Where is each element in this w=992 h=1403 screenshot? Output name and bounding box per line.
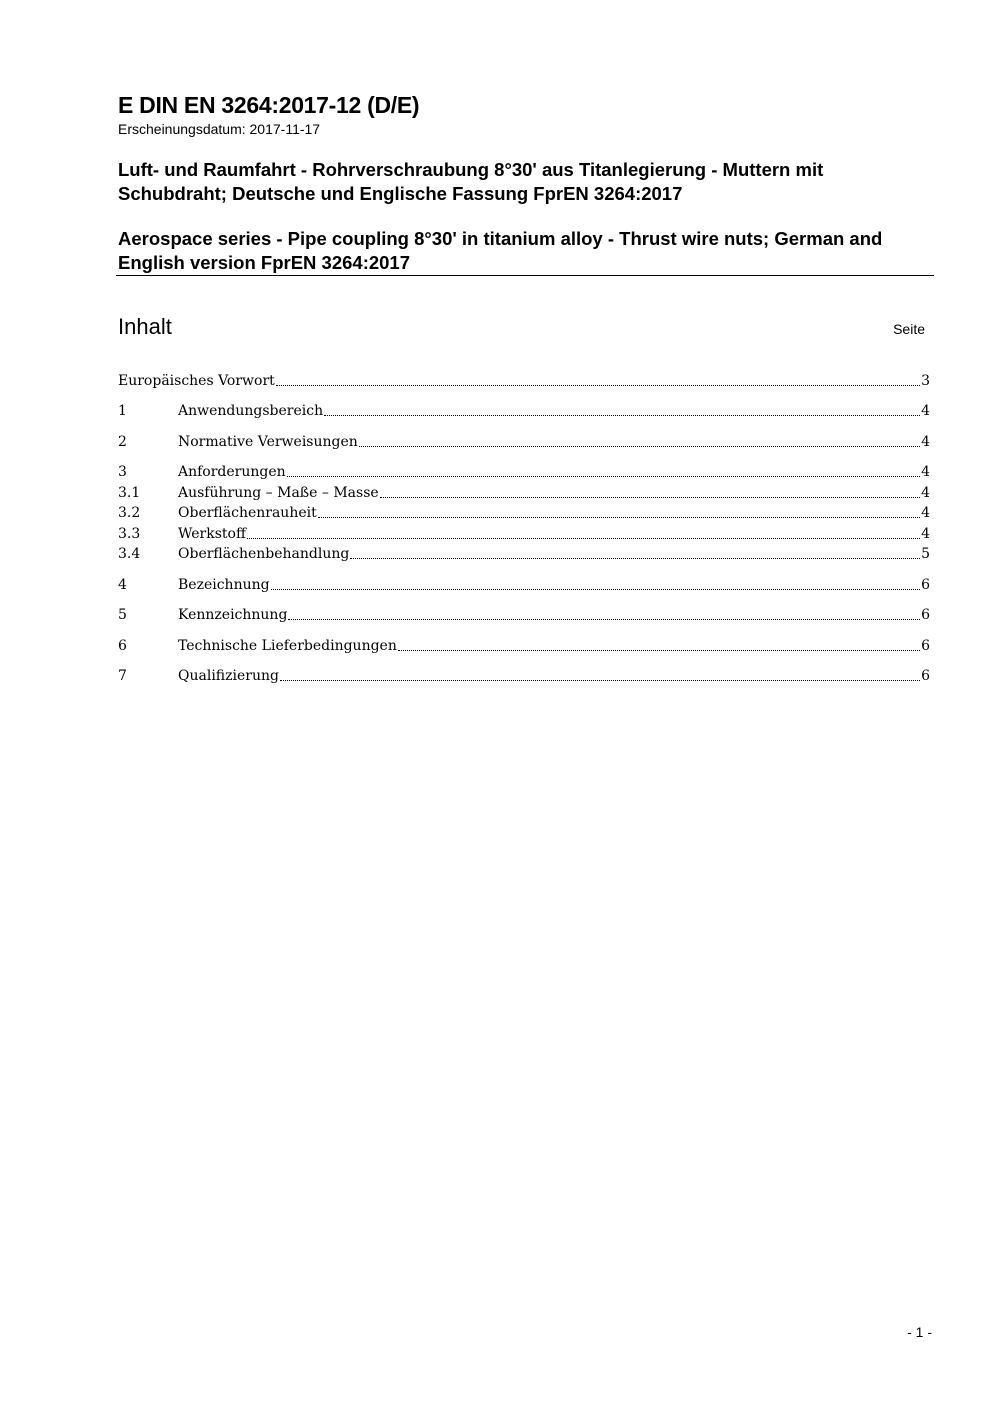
toc-entry-page: 4 xyxy=(921,485,930,501)
toc-dot-leader xyxy=(288,618,920,620)
toc-entry-number: 6 xyxy=(118,638,127,654)
toc-dot-leader xyxy=(318,516,920,518)
toc-entry-6[interactable] xyxy=(118,636,930,656)
toc-entry-number: 7 xyxy=(118,668,127,684)
toc-dot-leader xyxy=(276,384,920,386)
title-german: Luft- und Raumfahrt - Rohrverschraubung 8°30' aus Titanlegierung - Muttern mit Schubdraht; Deutsche und Englische Fassung FprEN 3264:2017 xyxy=(118,159,824,204)
toc-entry-number: 3 xyxy=(118,464,127,480)
toc-dot-leader xyxy=(398,649,920,651)
toc-entry-title: Europäisches Vorwort xyxy=(118,373,275,389)
toc-entry-3-3[interactable] xyxy=(118,524,930,544)
toc-entry-5[interactable] xyxy=(118,605,930,625)
toc-entry-page: 4 xyxy=(921,526,930,542)
toc-entry-number: 4 xyxy=(118,577,127,593)
toc-entry-number: 5 xyxy=(118,607,127,623)
toc-entry-title: Oberflächenbehandlung xyxy=(178,546,350,562)
toc-entry-1[interactable] xyxy=(118,401,930,421)
toc-entry-page: 4 xyxy=(921,464,930,480)
publication-date: Erscheinungsdatum: 2017-11-17 xyxy=(118,121,321,137)
toc-entry-title: Technische Lieferbedingungen xyxy=(178,638,397,654)
toc-entry-title: Anwendungsbereich xyxy=(178,403,324,419)
toc-entry-title: Bezeichnung xyxy=(178,577,270,593)
toc-entry-3-1[interactable] xyxy=(118,483,930,503)
toc-dot-leader xyxy=(247,537,920,539)
toc-entry-title: Anforderungen xyxy=(178,464,286,480)
toc-dot-leader xyxy=(380,496,920,498)
toc-entry-page: 4 xyxy=(921,505,930,521)
toc-entry-title: Ausführung – Maße – Masse xyxy=(178,485,379,501)
toc-entry-page: 4 xyxy=(921,403,930,419)
toc-dot-leader xyxy=(271,588,920,590)
toc-entry-number: 3.4 xyxy=(118,546,141,562)
toc-entry-title: Werkstoff xyxy=(178,526,246,542)
toc-entry-number: 3.2 xyxy=(118,505,141,521)
toc-entry-3[interactable] xyxy=(118,462,930,482)
toc-dot-leader xyxy=(359,445,920,447)
toc-entry-page: 4 xyxy=(921,434,930,450)
table-of-contents xyxy=(118,0,930,1403)
toc-dot-leader xyxy=(280,679,920,681)
toc-entry-title: Normative Verweisungen xyxy=(178,434,358,450)
toc-entry-page: 6 xyxy=(921,638,930,654)
toc-entry-number: 3.3 xyxy=(118,526,141,542)
title-english: Aerospace series - Pipe coupling 8°30' in titanium alloy - Thrust wire nuts; German and English version FprEN 3264:2017 xyxy=(118,228,883,273)
toc-dot-leader xyxy=(287,475,920,477)
toc-entry-title: Oberflächenrauheit xyxy=(178,505,317,521)
toc-entry-3-4[interactable] xyxy=(118,544,930,564)
toc-entry-number: 2 xyxy=(118,434,127,450)
toc-entry-4[interactable] xyxy=(118,575,930,595)
toc-page-column-label: Seite xyxy=(893,321,925,337)
toc-entry-number: 1 xyxy=(118,403,127,419)
toc-entry-number: 3.1 xyxy=(118,485,141,501)
page-number: - 1 - xyxy=(907,1324,932,1340)
toc-entry-page: 3 xyxy=(921,373,930,389)
toc-dot-leader xyxy=(324,414,920,416)
toc-entry-page: 5 xyxy=(921,546,930,562)
toc-entry-2[interactable] xyxy=(118,432,930,452)
toc-entry-title: Kennzeichnung xyxy=(178,607,288,623)
toc-entry-title: Qualifizierung xyxy=(178,668,279,684)
toc-entry-3-2[interactable] xyxy=(118,503,930,523)
toc-entry-7[interactable] xyxy=(118,666,930,686)
toc-entry-page: 6 xyxy=(921,668,930,684)
toc-entry-page: 6 xyxy=(921,607,930,623)
toc-entry-vorwort[interactable] xyxy=(118,371,930,391)
toc-entry-page: 6 xyxy=(921,577,930,593)
toc-dot-leader xyxy=(350,557,920,559)
document-id: E DIN EN 3264:2017-12 (D/E) xyxy=(118,92,420,118)
toc-heading: Inhalt xyxy=(118,314,172,339)
